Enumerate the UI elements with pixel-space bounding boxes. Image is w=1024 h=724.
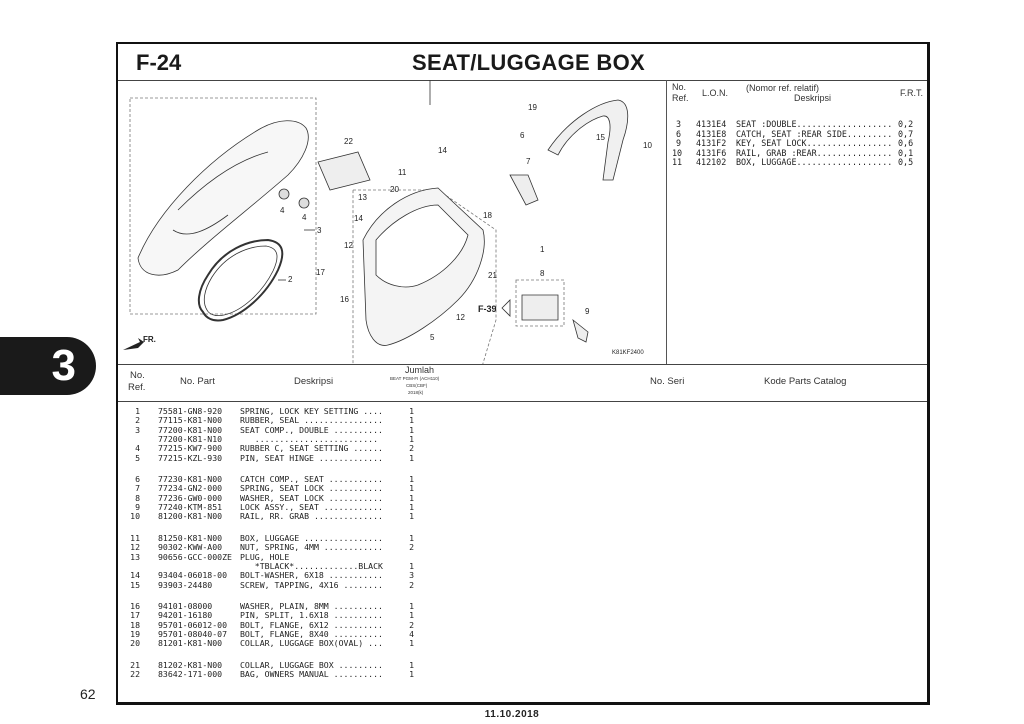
callout-22: 22 — [344, 137, 353, 146]
header-model-year: 2018(k) — [408, 390, 424, 395]
callout-14: 14 — [438, 146, 447, 155]
figure-code: F-24 — [136, 50, 182, 75]
lon-row: 6 4131E8 CATCH, SEAT :REAR SIDE......... 0,7 — [676, 128, 914, 139]
callout-18: 18 — [483, 211, 492, 220]
lon-rows — [666, 120, 930, 168]
lon-header-desc: Deskripsi — [794, 93, 832, 103]
lon-header-ref: Ref. — [672, 93, 689, 103]
front-arrow-icon — [123, 338, 144, 350]
title-row — [118, 44, 927, 81]
callout-13: 13 — [358, 193, 367, 202]
page-number: 62 — [80, 686, 96, 702]
table-row: 16 94101-08000 WASHER, PLAIN, 8MM .......... 1 — [130, 601, 414, 611]
labor-operation-panel — [666, 80, 930, 364]
callout-4: 4 — [280, 206, 285, 215]
callout-10: 10 — [643, 141, 652, 150]
callout-14b: 14 — [354, 214, 363, 223]
front-arrow-label: FR. — [143, 335, 156, 344]
lon-row: 11 412102 BOX, LUGGAGE................... 0,5 — [672, 157, 914, 168]
figure-title: SEAT/LUGGAGE BOX — [412, 50, 645, 75]
header-catalog-code: Kode Parts Catalog — [764, 376, 847, 387]
header-description: Deskripsi — [294, 376, 334, 387]
callout-12b: 12 — [456, 313, 465, 322]
exploded-diagram — [118, 80, 667, 364]
table-row: 14 93404-06018-00 BOLT-WASHER, 6X18 ........... 3 — [130, 570, 414, 581]
header-part-no: No. Part — [180, 376, 215, 387]
table-row: 9 77240-KTM-851 LOCK ASSY., SEAT ............ 1 — [135, 501, 414, 512]
reference-f39: F-39 — [478, 304, 497, 314]
callout-8: 8 — [540, 269, 545, 278]
callout-1: 1 — [540, 245, 545, 254]
table-row: 10 81200-K81-N00 RAIL, RR. GRAB .............. 1 — [130, 511, 414, 522]
callout-2: 2 — [288, 275, 293, 284]
table-row: 1 75581-GN8-920 SPRING, LOCK KEY SETTING .... 1 — [135, 406, 414, 416]
catalog-page-frame — [116, 42, 930, 705]
lon-header-desc-top: (Nomor ref. relatif) — [746, 83, 820, 93]
lon-header-frt: F.R.T. — [900, 88, 924, 98]
table-row: 18 95701-06012-00 BOLT, FLANGE, 6X12 .......... 2 — [130, 619, 414, 630]
table-row: 17 94201-16180 PIN, SPLIT, 1.6X18 .......... 1 — [130, 610, 414, 621]
section-tab: 3 — [0, 337, 96, 395]
callout-11: 11 — [398, 168, 407, 177]
callout-15: 15 — [596, 133, 605, 142]
table-row: 5 77215-KZL-930 PIN, SEAT HINGE ............. 1 — [135, 452, 414, 463]
lon-header — [666, 80, 930, 110]
lon-header-lon: L.O.N. — [702, 88, 729, 98]
callout-3: 3 — [317, 226, 322, 235]
table-row: 77200-K81-N10 ......................... 1 — [158, 433, 414, 444]
header-no: No. — [130, 370, 145, 381]
table-row: 2 77115-K81-N00 RUBBER, SEAL ................ 1 — [135, 415, 414, 426]
table-row: 6 77230-K81-N00 CATCH COMP., SEAT ........... 1 — [135, 474, 414, 484]
parts-list-header — [118, 364, 927, 402]
callout-17: 17 — [316, 268, 325, 277]
header-model: BEAT PGM-FI (ACH110) — [390, 376, 440, 381]
callout-21: 21 — [488, 271, 497, 280]
callout-4b: 4 — [302, 213, 307, 222]
lon-row: 9 4131F2 KEY, SEAT LOCK................. 0,6 — [676, 138, 914, 149]
callout-9: 9 — [585, 307, 590, 316]
lon-row: 10 4131F6 RAIL, GRAB :REAR............... 0,1 — [672, 147, 914, 158]
lon-header-no: No. — [672, 82, 687, 92]
table-row: 12 90302-KWW-A00 NUT, SPRING, 4MM ............ 2 — [130, 542, 414, 553]
callout-19: 19 — [528, 103, 537, 112]
callout-16: 16 — [340, 295, 349, 304]
table-row: 4 77215-KW7-900 RUBBER C, SEAT SETTING ...... 2 — [135, 443, 414, 454]
header-ref: Ref. — [128, 382, 146, 393]
callout-5: 5 — [430, 333, 435, 342]
callout-7: 7 — [526, 157, 531, 166]
table-row: 13 90656-GCC-000ZE PLUG, HOLE — [130, 551, 290, 562]
table-row: 20 81201-K81-N00 COLLAR, LUGGAGE BOX(OVAL) ... 1 — [130, 638, 414, 649]
callout-20: 20 — [390, 185, 399, 194]
footer-date: 11.10.2018 — [484, 709, 540, 720]
table-row: 3 77200-K81-N00 SEAT COMP., DOUBLE .......... 1 — [135, 424, 414, 435]
table-row: *TBLACK*.............BLACK 1 — [240, 560, 414, 571]
diagram-drawing — [118, 80, 666, 364]
table-row: 19 95701-08040-07 BOLT, FLANGE, 8X40 .......... 4 — [130, 628, 414, 639]
table-row: 11 81250-K81-N00 BOX, LUGGAGE ................ 1 — [130, 533, 414, 543]
header-model-variant: CBS(CBF) — [406, 383, 428, 388]
header-quantity: Jumlah — [405, 365, 435, 375]
table-row: 8 77236-GW0-000 WASHER, SEAT LOCK ........... 1 — [135, 492, 414, 503]
table-row: 15 93903-24480 SCREW, TAPPING, 4X16 ........ 2 — [130, 579, 414, 590]
drawing-code: K81KF2400 — [612, 350, 644, 356]
lon-row: 3 4131E4 SEAT :DOUBLE................... 0,2 — [676, 119, 914, 129]
table-row: 7 77234-GN2-000 SPRING, SEAT LOCK ........... 1 — [135, 483, 414, 494]
callout-12: 12 — [344, 241, 353, 250]
callout-6: 6 — [520, 131, 525, 140]
table-row: 21 81202-K81-N00 COLLAR, LUGGAGE BOX ......... 1 — [130, 660, 414, 670]
header-serial-no: No. Seri — [650, 376, 685, 387]
table-row: 22 83642-171-000 BAG, OWNERS MANUAL .......... 1 — [130, 669, 414, 680]
